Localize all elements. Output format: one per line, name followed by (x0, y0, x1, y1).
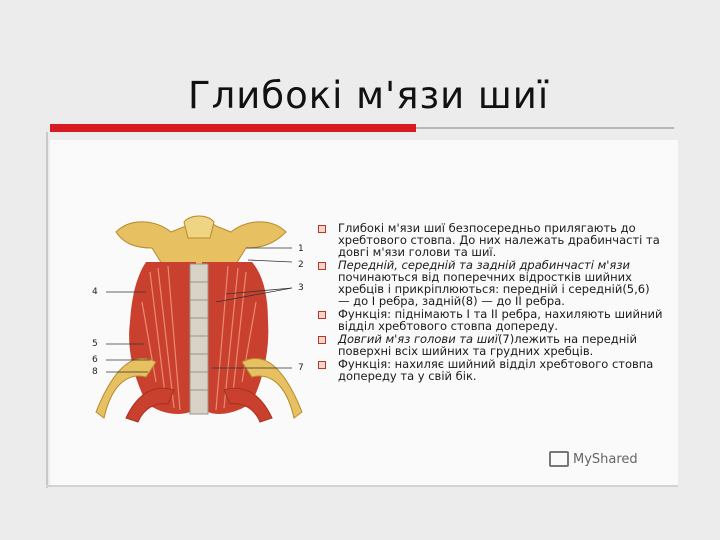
callout-7: 7 (298, 363, 304, 373)
bullet-text-emphasis: Передній, середній та задній драбинчасті м'язи (338, 258, 630, 272)
callout-5: 5 (92, 339, 98, 349)
slide-title: Глибокі м'язи шиї (188, 74, 550, 117)
callout-6: 6 (92, 355, 98, 365)
bullet-text: Функція: піднімають І та ІІ ребра, нахиляють шийний відділ хребтового стовпа допереду. (338, 307, 663, 333)
callout-4: 4 (92, 287, 98, 297)
title-rule (416, 127, 674, 129)
bullet-text: Функція: нахиляє шийний відділ хребтового стовпа допереду та у свій бік. (338, 357, 654, 383)
bullet-text: (7)лежить на передній поверхні всіх шийних та грудних хребців. (338, 332, 637, 358)
bullet-marker-icon (318, 336, 326, 344)
frame-bottom-rule (46, 485, 678, 487)
watermark-text: MyShared (573, 451, 638, 467)
bullet-marker-icon (318, 361, 326, 369)
bullet-item (318, 222, 663, 258)
bullet-text: Глибокі м'язи шиї безпосередньо прилягають до хребтового стовпа. До них належать драбинчасті та довгі м'язи голови та шиї. (338, 221, 660, 259)
watermark (549, 451, 638, 467)
bullet-item (318, 308, 663, 332)
callout-1: 1 (298, 244, 304, 254)
myshared-logo-icon (549, 451, 569, 467)
occipital-knob (184, 216, 214, 238)
callout-3: 3 (298, 283, 304, 293)
neck-muscles-illustration (86, 212, 312, 428)
bullet-marker-icon (318, 225, 326, 233)
callout-8: 8 (92, 367, 98, 377)
spinal-column (190, 264, 208, 414)
title-accent-bar (50, 124, 416, 132)
bullet-item (318, 333, 663, 357)
frame-left-rule (46, 132, 48, 488)
bullet-item (318, 358, 663, 382)
callout-2: 2 (298, 260, 304, 270)
bullet-list (318, 222, 663, 383)
bullet-text: починаються від поперечних відростків шийних хребців і прикріплюються: передній і середній(5,6) — до І ребра, задній(8) — до ІІ ребра. (338, 270, 650, 308)
bullet-item (318, 259, 663, 307)
bullet-marker-icon (318, 262, 326, 270)
bullet-text-emphasis: Довгий м'яз голови та шиї (338, 332, 498, 346)
bullet-marker-icon (318, 311, 326, 319)
